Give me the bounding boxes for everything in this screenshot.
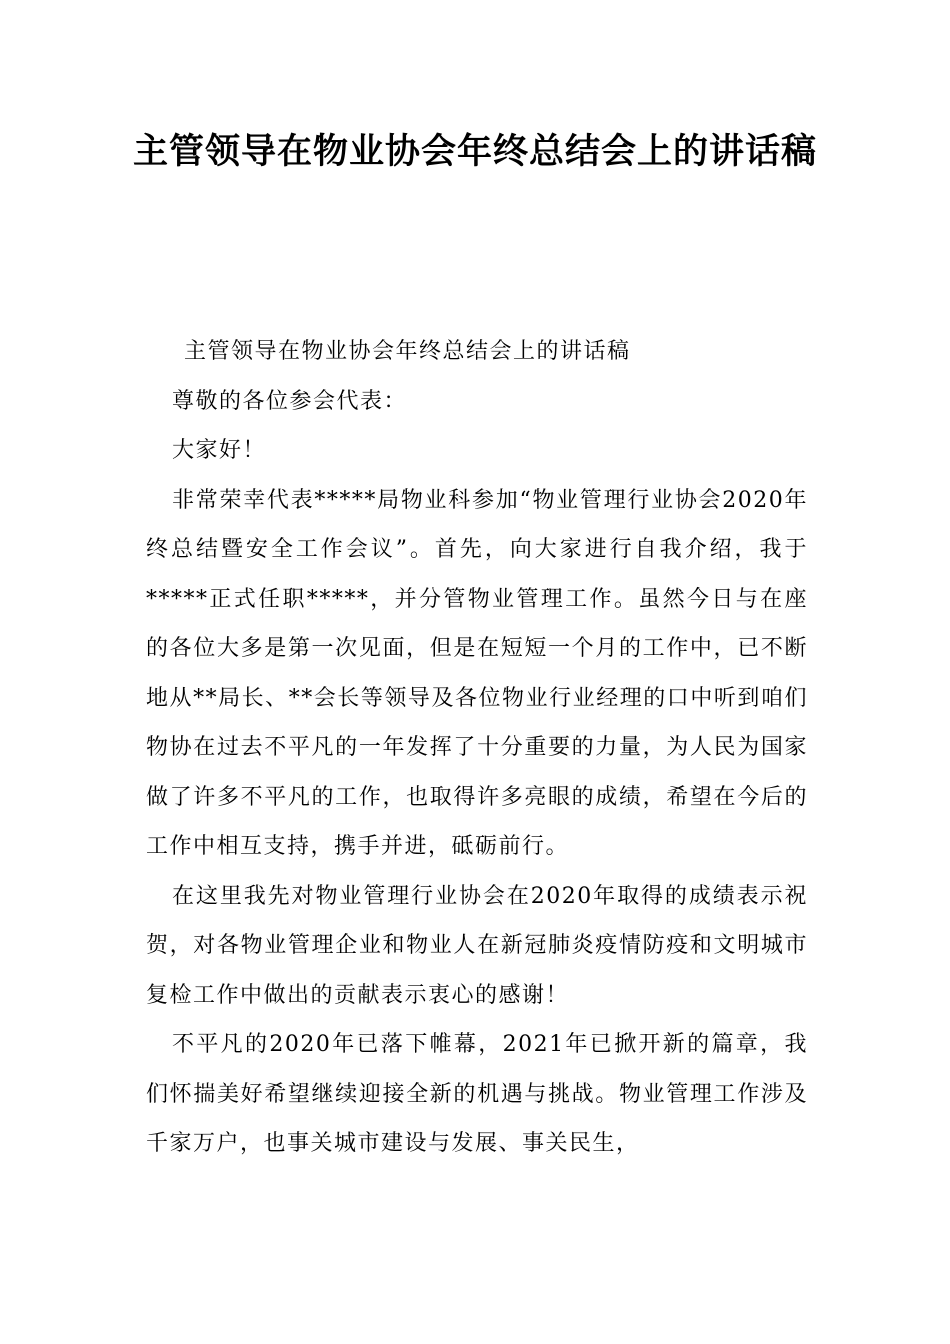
document-title: 主管领导在物业协会年终总结会上的讲话稿 <box>132 132 817 172</box>
paragraph-1: 非常荣幸代表*****局物业科参加“物业管理行业协会2020年终总结暨安全工作会议”。首先，向大家进行自我介绍，我于*****正式任职*****，并分管物业管理工作。虽然今日与在座的各位大多是第一次见面，但是在短短一个月的工作中，已不断地从**局长、**会长等领导及各位物业行业经理的口中听到咱们物协在过去不平凡的一年发挥了十分重要的力量，为人民为国家做了许多不平凡的工作，也取得许多亮眼的成绩，希望在今后的工作中相互支持，携手并进，砥砺前行。 <box>146 487 808 859</box>
document-body <box>146 327 808 1169</box>
salutation: 尊敬的各位参会代表： <box>172 388 408 414</box>
document-subtitle: 主管领导在物业协会年终总结会上的讲话稿 <box>184 339 631 364</box>
paragraph-3: 不平凡的2020年已落下帷幕，2021年已掀开新的篇章，我们怀揣美好希望继续迎接全新的机遇与挑战。物业管理工作涉及千家万户，也事关城市建设与发展、事关民生， <box>146 1032 808 1156</box>
paragraph-2: 在这里我先对物业管理行业协会在2020年取得的成绩表示祝贺，对各物业管理企业和物业人在新冠肺炎疫情防疫和文明城市复检工作中做出的贡献表示衷心的感谢！ <box>146 883 808 1008</box>
greeting: 大家好！ <box>172 438 267 463</box>
